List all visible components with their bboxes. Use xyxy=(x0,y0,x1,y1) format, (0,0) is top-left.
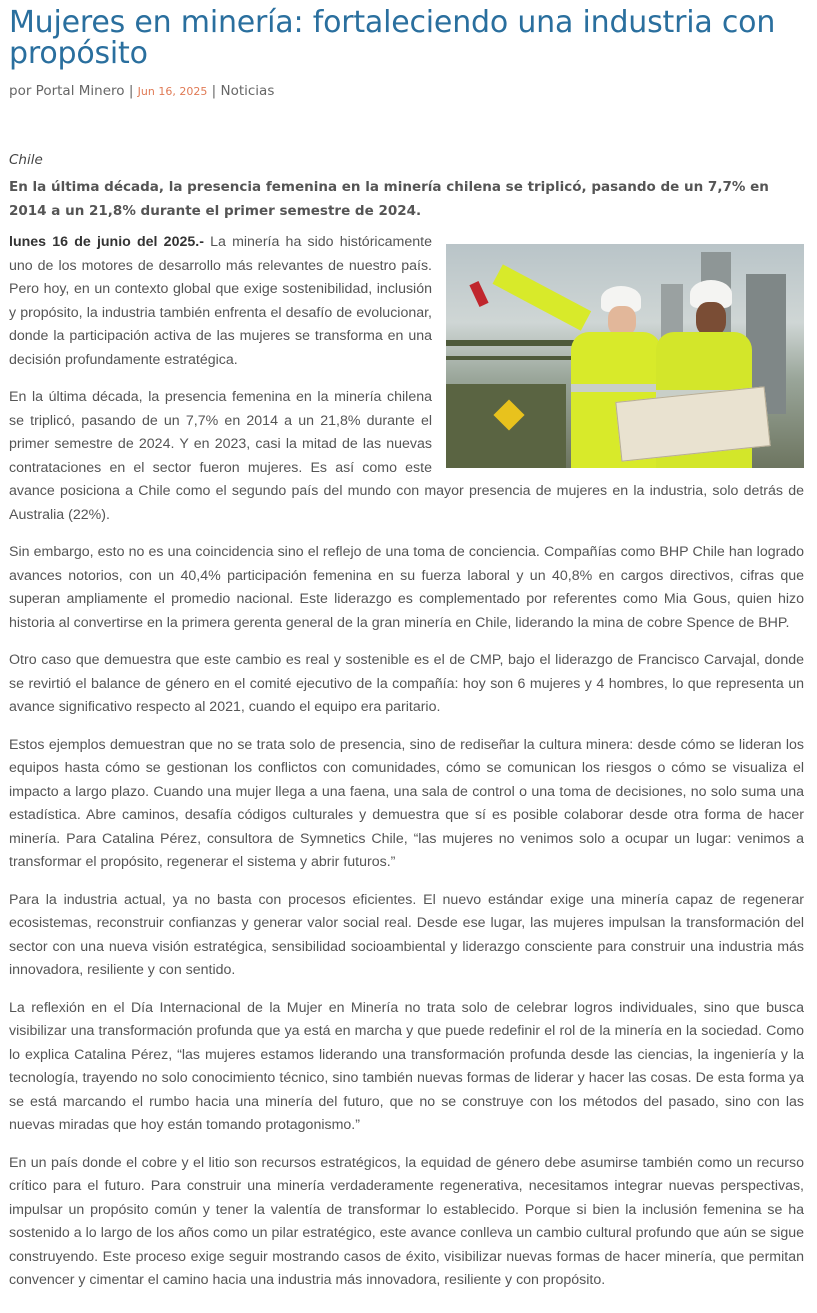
article-meta xyxy=(9,83,804,99)
article-paragraph: Otro caso que demuestra que este cambio es real y sostenible es el de CMP, bajo el liderazgo de Francisco Carvajal, donde se revirtió el balance de género en el comité ejecutivo de la compañía: hoy son 6 mujeres y 4 hombres, lo que representa un avance significativo respecto al 2021, cuando el equipo era paritario. xyxy=(9,652,804,715)
article-photo xyxy=(446,244,804,468)
article-paragraph: En un país donde el cobre y el litio son recursos estratégicos, la equidad de género debe asumirse también como un recurso crítico para el futuro. Para construir una minería verdaderamente regenerativa, necesitamos integrar nuevas perspectivas, impulsar un propósito común y tener la valentía de transformar lo establecido. Porque si bien la inclusión femenina se ha sostenido a lo largo de los años como un pilar estratégico, este avance conlleva un cambio cultural profundo que aún se sigue construyendo. Este proceso exige seguir mostrando casos de éxito, visibilizar nuevas formas de hacer minería, que permitan convencer y cimentar el camino hacia una industria más innovadora, resiliente y con propósito. xyxy=(9,1154,804,1288)
article-paragraph: La reflexión en el Día Internacional de la Mujer en Minería no trata solo de celebrar logros individuales, sino que busca visibilizar una transformación profunda que ya está en marcha y que puede redefinir el rol de la minería en la sociedad. Como lo explica Catalina Pérez, “las mujeres estamos liderando una transformación profunda desde las ciencias, la ingeniería y la tecnología, trayendo no solo conocimiento técnico, sino también nuevas formas de liderar y hacer las cosas. De esta forma ya se está marcando el rumbo hacia una minería del futuro, que no se construye con los métodos del pasado, sino con las nuevas miradas que hoy están tomando protagonismo.” xyxy=(9,999,804,1133)
article-paragraph: En la última década, la presencia femenina en la minería chilena se triplicó, pasando de un 7,7% en 2014 a un 21,8% durante el primer semestre de 2024. Y en 2023, casi la mitad de las nuevas contrataciones en el sector fueron mujeres. Es así como este avance posiciona a Chile como el segundo país del mundo con mayor presencia de mujeres en la industria, solo detrás de Australia (22%). xyxy=(9,389,804,523)
meta-separator: | xyxy=(124,83,138,99)
article-paragraph: Sin embargo, esto no es una coincidencia sino el reflejo de una toma de conciencia. Compañías como BHP Chile han logrado avances notorios, con un 40,4% participación femenina en su fuerza laboral y un 40,8% en cargos directivos, cifras que superan ampliamente el promedio nacional. Este liderazgo es complementado por referentes como Mia Gous, quien hizo historia al convertirse en la primera gerenta general de la gran minería en Chile, liderando la mina de cobre Spence de BHP. xyxy=(9,544,804,631)
article-lead: En la última década, la presencia femenina en la minería chilena se triplicó, pasando de un 7,7% en 2014 a un 21,8% durante el primer semestre de 2024. xyxy=(9,179,769,219)
article-body xyxy=(9,231,804,1293)
author-link[interactable]: por Portal Minero xyxy=(9,83,125,99)
paragraph-text: La minería ha sido históricamente uno de los motores de desarrollo más relevantes de nuestro país. Pero hoy, en un contexto global que exige sostenibilidad, inclusión y propósito, la industria también enfrenta el desafío de evolucionar, donde la participación activa de las mujeres se transforma en una decisión profundamente estratégica. xyxy=(9,234,432,368)
radio-device xyxy=(469,281,488,307)
article-paragraph: Estos ejemplos demuestran que no se trata solo de presencia, sino de rediseñar la cultura minera: desde cómo se lideran los equipos hasta cómo se gestionan los conflictos con comunidades, cómo se comunican los riesgos o cómo se visualiza el impacto a largo plazo. Cuando una mujer llega a una faena, una sala de control o una toma de decisiones, no solo suma una estadística. Abre caminos, desafía códigos culturales y demuestra que sí es posible colaborar desde otra forma de hacer minería. Para Catalina Pérez, consultora de Symnetics Chile, “las mujeres no venimos solo a ocupar un lugar: venimos a transformar el propósito, regenerar el sistema y abrir futuros.” xyxy=(9,736,804,870)
worker-face xyxy=(696,302,726,336)
vest-reflective-stripe xyxy=(571,384,661,392)
publish-date: Jun 16, 2025 xyxy=(137,85,208,98)
country-label: Chile xyxy=(9,152,43,168)
article-paragraph: Para la industria actual, ya no basta con procesos eficientes. El nuevo estándar exige una minería capaz de regenerar ecosistemas, reconstruir confianzas y generar valor social real. Desde ese lugar, las mujeres impulsan la transformación del sector con una nueva visión estratégica, sensibilidad socioambiental y liderazgo consciente para construir una industria más innovadora, resiliente y con sentido. xyxy=(9,891,804,978)
meta-separator: | xyxy=(207,83,221,99)
dateline: lunes 16 de junio del 2025.- xyxy=(9,234,204,250)
article xyxy=(9,0,804,1307)
worker-arm xyxy=(493,264,592,330)
category-link[interactable]: Noticias xyxy=(220,83,275,99)
article-title: Mujeres en minería: fortaleciendo una industria con propósito xyxy=(9,5,776,71)
